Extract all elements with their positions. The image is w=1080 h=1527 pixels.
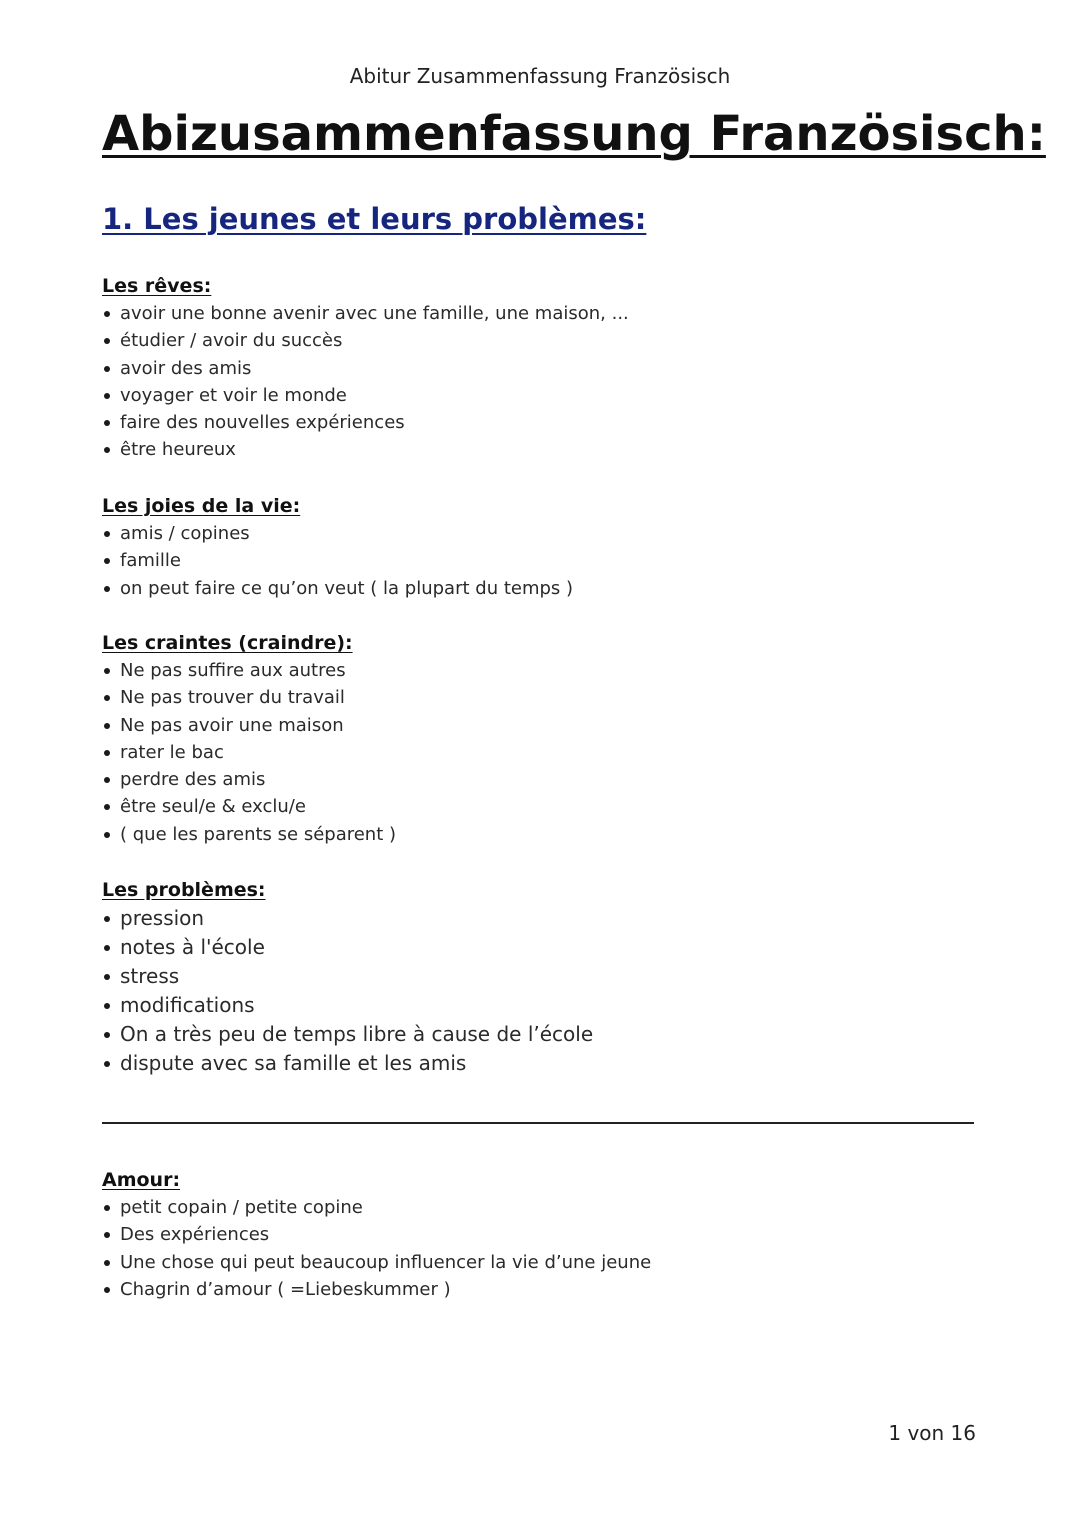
list-item: dispute avec sa famille et les amis bbox=[102, 1049, 593, 1078]
list-item: Ne pas avoir une maison bbox=[102, 712, 396, 739]
section-joys-heading: Les joies de la vie: bbox=[102, 495, 301, 517]
section-fears bbox=[102, 629, 396, 848]
list-item: Ne pas trouver du travail bbox=[102, 684, 396, 711]
running-header: Abitur Zusammenfassung Französisch bbox=[349, 64, 731, 88]
section-joys bbox=[102, 492, 573, 602]
section-problems bbox=[102, 876, 593, 1078]
list-item: petit copain / petite copine bbox=[102, 1194, 651, 1221]
list-item: ( que les parents se séparent ) bbox=[102, 821, 396, 848]
divider bbox=[102, 1122, 974, 1124]
section-problems-heading: Les problèmes: bbox=[102, 879, 266, 901]
list-item: modifications bbox=[102, 991, 593, 1020]
list-item: avoir une bonne avenir avec une famille, une maison, ... bbox=[102, 300, 629, 327]
section-joys-list bbox=[102, 520, 573, 602]
page-title: Abizusammenfassung Französisch: bbox=[102, 106, 1046, 162]
list-item: famille bbox=[102, 547, 573, 574]
list-item: Ne pas suffire aux autres bbox=[102, 657, 396, 684]
list-item: on peut faire ce qu’on veut ( la plupart du temps ) bbox=[102, 575, 573, 602]
list-item: amis / copines bbox=[102, 520, 573, 547]
section-love-heading: Amour: bbox=[102, 1169, 181, 1191]
section-fears-heading: Les craintes (craindre): bbox=[102, 632, 353, 654]
list-item: voyager et voir le monde bbox=[102, 382, 629, 409]
list-item: Des expériences bbox=[102, 1221, 651, 1248]
section-dreams bbox=[102, 272, 629, 464]
list-item: faire des nouvelles expériences bbox=[102, 409, 629, 436]
list-item: stress bbox=[102, 962, 593, 991]
section-dreams-heading: Les rêves: bbox=[102, 275, 212, 297]
list-item: perdre des amis bbox=[102, 766, 396, 793]
list-item: étudier / avoir du succès bbox=[102, 327, 629, 354]
list-item: rater le bac bbox=[102, 739, 396, 766]
section-problems-list bbox=[102, 904, 593, 1078]
list-item: être heureux bbox=[102, 436, 629, 463]
section-love bbox=[102, 1166, 651, 1303]
list-item: être seul/e & exclu/e bbox=[102, 793, 396, 820]
section-love-list bbox=[102, 1194, 651, 1303]
section-title: 1. Les jeunes et leurs problèmes: bbox=[102, 202, 647, 236]
list-item: avoir des amis bbox=[102, 355, 629, 382]
page-number: 1 von 16 bbox=[888, 1421, 976, 1445]
section-fears-list bbox=[102, 657, 396, 848]
list-item: On a très peu de temps libre à cause de l’école bbox=[102, 1020, 593, 1049]
list-item: notes à l'école bbox=[102, 933, 593, 962]
list-item: Chagrin d’amour ( =Liebeskummer ) bbox=[102, 1276, 651, 1303]
list-item: Une chose qui peut beaucoup influencer la vie d’une jeune bbox=[102, 1249, 651, 1276]
list-item: pression bbox=[102, 904, 593, 933]
section-dreams-list bbox=[102, 300, 629, 464]
